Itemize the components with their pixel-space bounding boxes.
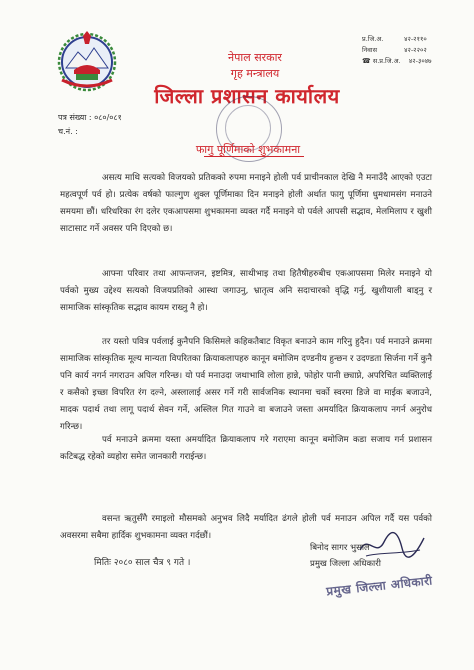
contact-label: प्र.जि.अ. xyxy=(362,35,384,43)
contact-row xyxy=(362,34,432,45)
dispatch-number: च.नं. : xyxy=(58,127,78,136)
contact-value: ४२-२११० xyxy=(404,35,427,43)
signatory-title: प्रमुख जिल्ला अधिकारी xyxy=(310,559,381,569)
signature-stamp: प्रमुख जिल्ला अधिकारी xyxy=(325,573,434,599)
letter-number: पत्र संख्या : ०८०/०८१ xyxy=(58,113,122,122)
contact-block xyxy=(362,34,432,67)
phone-icon: ☎ xyxy=(362,57,371,65)
body-paragraph: वसन्त ऋतुसँगै रमाइलो मौसमको अनुभव लिदै मर्यादित ढंगले होली पर्व मनाउन अपिल गर्दै यस पर्वको अवसरमा सबैमा हार्दिक शुभकामना व्यक्त गर्दछौं। xyxy=(60,514,432,541)
contact-row xyxy=(362,45,432,56)
office-name: जिल्ला प्रशासन कार्यालय xyxy=(154,84,340,108)
contact-value: ४२-३०४७ xyxy=(408,57,432,65)
contact-value: ४२-२२०२ xyxy=(404,46,427,54)
letter-date: मितिः २०८० साल चैत्र ९ गते । xyxy=(94,558,191,568)
gov-name: नेपाल सरकार xyxy=(228,51,282,64)
contact-label: स.प्र.जि.अ. xyxy=(372,57,401,65)
body-paragraph: असत्य माथि सत्यको विजयको प्रतिकको रुपमा मनाइने होली पर्व प्राचीनकाल देखि नै मनाउँदै आएको एउटा महत्वपूर्ण पर्व हो। प्रत्येक वर्षको फाल्गुण शुक्ल पूर्णिमाका दिन मनाइने होली अर्थात फागु पूर्णिमा धुमधामसंग मनाउने समयमा छौं। धरिधरिका रंग दलेर एकआपसमा शुभकामना व्यक्त गर्दै मनाइने यो पर्वले आपसी सद्भाव, मेलमिलाप र खुशी साटासाट गर्ने अवसर पनि दिएको छ। xyxy=(60,173,432,234)
subject-underline xyxy=(204,156,304,157)
body-paragraph: आफ्ना परिवार तथा आफन्तजन, इष्टमित्र, साथीभाइ तथा हितैषीहरुबीच एकआपसमा मिलेर मनाइने यो पर्वको मुख्य उद्देश्य सत्यको विजयप्रतिको आस्था जगाउनु, भ्रातृत्व अनि सदाचारको वृद्धि गर्नु, खुशीयाली बाड्नु र सामाजिक सांस्कृतिक सद्भाव कायम राख्नु नै हो। xyxy=(60,269,432,313)
contact-row xyxy=(362,56,432,67)
subject-line: फागु पूर्णिमाको शुभकामना xyxy=(195,143,301,156)
contact-label: निवास xyxy=(362,46,377,54)
ministry-name: गृह मन्त्रालय xyxy=(230,67,280,80)
signatory-name: बिनोद सागर भुसाल xyxy=(310,543,370,553)
body-paragraph: पर्व मनाउने क्रममा यस्ता अमर्यादित क्रियाकलाप गरे गराएमा कानून बमोजिम कडा सजाय गर्न प्रशासन कटिबद्ध रहेको व्यहोरा समेत जानकारी गराईन्छ। xyxy=(60,435,432,462)
body-paragraph: तर यस्तो पवित्र पर्वलाई कुनैपनि किसिमले कहिकतैबाट विकृत बनाउने काम गरिनु हुदैन। पर्व मनाउने क्रममा सामाजिक सांस्कृतिक मूल्य मान्यता विपरितका क्रियाकलापहरु कानून बमोजिम दण्डनीय हुन्छन र उदण्डता सिर्जना गर्ने कुनै पनि कार्य नगर्न नगराउन अपिल गरिन्छ। यो पर्व मनाउदा जथाभावि लोला हान्ने, फोहोर पानी छ्याप्ने, अपरिचित व्यक्तिलाई र कसैको इच्छा विपरित रंग दल्ने, अस्लालाई असर गर्ने गरी सार्वजनिक स्थानमा चर्को स्वरमा डिजे वा माईक बजाउने, मादक पदार्थ तथा लागू पदार्थ सेवन गर्ने, अस्लिल गित गाउने वा बजाउने जस्ता अमर्यादित क्रियाकलाप नगर्न अनुरोध गरिन्छ। xyxy=(60,337,432,432)
